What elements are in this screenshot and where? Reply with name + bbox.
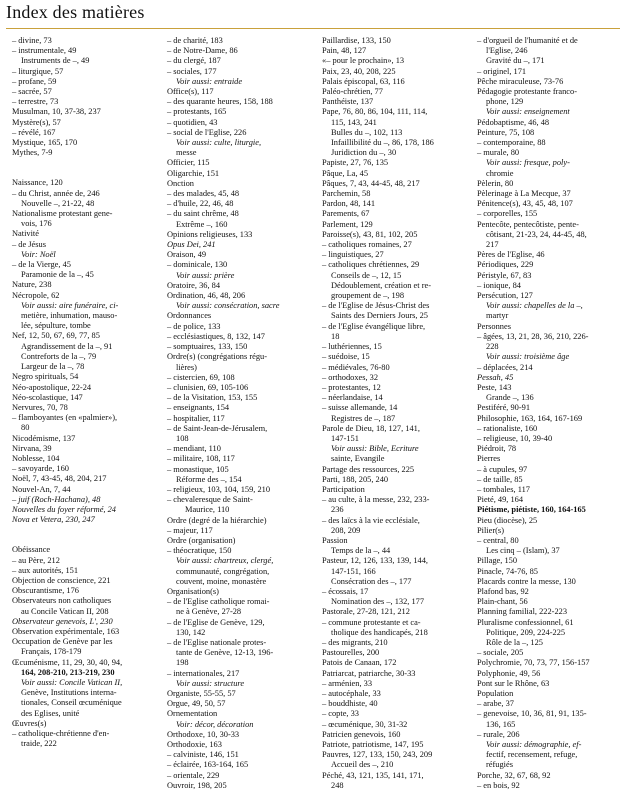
index-entry: – de l'Eglise catholique romai-	[167, 597, 270, 607]
index-entry: Ornementation	[167, 709, 218, 719]
index-entry: Voir aussi: prière	[176, 270, 235, 280]
index-entry: Ordonnances	[167, 311, 212, 321]
index-entry: Français, 178-179	[21, 647, 82, 657]
index-entry: – de l'Eglise nationale protes-	[167, 637, 267, 647]
index-entry: Patricien genevois, 160	[322, 729, 401, 739]
index-entry: Pardon, 48, 141	[322, 199, 376, 209]
index-entry: Plafond bas, 92	[477, 586, 529, 596]
index-entry: – de charité, 183	[167, 36, 223, 45]
index-entry: – de l'Eglise de Jésus-Christ des	[322, 301, 430, 311]
index-entry: – instrumentale, 49	[12, 46, 77, 56]
index-entry: Polyphonie, 49, 56	[477, 668, 541, 678]
index-entry: Pâques, 7, 43, 44-45, 48, 217	[322, 178, 420, 188]
index-entry: Juridiction du –, 30	[331, 148, 397, 158]
index-entry: Oraison, 49	[167, 250, 207, 260]
index-entry: Voir aussi: chartreux, clergé,	[176, 556, 274, 566]
index-entry: – calviniste, 146, 151	[167, 750, 239, 760]
index-entry: – catholique-chrétienne d'en-	[12, 729, 110, 738]
index-entry: Pèlerin, 80	[477, 178, 514, 188]
index-entry: – savoyarde, 160	[12, 464, 69, 474]
index-entry: Voir aussi: démographie, ef-	[486, 740, 582, 750]
index-entry: – dominicale, 130	[167, 260, 228, 270]
index-entry: Voir aussi: structure	[176, 678, 245, 688]
index-columns	[12, 36, 616, 790]
index-entry: Politique, 209, 224-225	[486, 627, 566, 637]
index-entry: Pillage, 150	[477, 556, 518, 566]
index-entry: Placards contre la messe, 130	[477, 576, 576, 586]
index-entry: – ecclésiastiques, 8, 132, 147	[167, 331, 265, 341]
index-entry: Partage des ressources, 225	[322, 464, 415, 474]
index-entry: Passion	[322, 535, 348, 545]
index-entry: Périodiques, 229	[477, 260, 534, 270]
index-entry: martyr	[486, 311, 509, 321]
index-entry: Registres de –, 187	[331, 413, 396, 423]
index-entry: – commune protestante et ca-	[322, 617, 421, 627]
index-entry: Onction	[167, 178, 194, 188]
index-entry: Les cinq – (Islam), 37	[486, 546, 560, 556]
index-entry: – éclairée, 163-164, 165	[167, 760, 249, 770]
index-entry: Noblesse, 104	[12, 453, 60, 463]
index-entry: Palais épiscopal, 63, 116	[322, 76, 405, 86]
index-entry: Papiste, 27, 76, 135	[322, 158, 389, 168]
index-entry: Pape, 76, 80, 86, 104, 111, 114,	[322, 107, 428, 117]
index-entry: chromie	[486, 168, 514, 178]
index-entry: Pierres	[477, 454, 501, 464]
index-entry: Dédoublement, création et re-	[331, 280, 431, 290]
index-entry: – copte, 33	[322, 709, 359, 719]
index-entry: – protestantes, 12	[322, 382, 381, 392]
index-entry: – contemporaine, 88	[477, 138, 546, 148]
index-entry: – divine, 73	[12, 36, 52, 45]
index-entry: Pédobaptisme, 46, 48	[477, 117, 550, 127]
index-entry: Persécution, 127	[477, 291, 533, 301]
index-entry: Oratoire, 36, 84	[167, 280, 221, 290]
index-entry: Voir: Noël	[21, 249, 56, 259]
index-entry: Pain, 48, 127	[322, 46, 367, 56]
index-entry: Observation expérimentale, 163	[12, 626, 120, 636]
index-entry: – des quarante heures, 158, 188	[167, 97, 273, 107]
index-entry: Opinions religieuses, 133	[167, 229, 253, 239]
index-entry: Parchemin, 58	[322, 189, 371, 199]
index-entry: Œuvres(s)	[12, 718, 47, 728]
index-entry: Voir aussi: chapelles de la –,	[486, 301, 583, 311]
index-entry: – âgées, 13, 21, 28, 36, 210, 226-	[477, 331, 589, 341]
index-entry: tionales, Conseil œcuménique	[21, 698, 122, 708]
index-entry: – suédoise, 15	[322, 352, 370, 362]
index-entry: – catholiques chrétiennes, 29	[322, 260, 420, 270]
index-entry: – majeur, 117	[167, 525, 213, 535]
index-entry: – de la Visitation, 153, 155	[167, 393, 258, 403]
index-entry: Nomination des –, 132, 177	[331, 597, 425, 607]
index-entry: Pieu (diocèse), 25	[477, 515, 538, 525]
index-entry: Nativité	[12, 229, 39, 239]
index-entry: – sacrée, 57	[12, 87, 52, 97]
index-entry: – catholiques romaines, 27	[322, 240, 412, 250]
index-entry: – de l'Eglise de Genève, 129,	[167, 617, 265, 627]
index-entry: Voir aussi: consécration, sacre	[176, 301, 280, 311]
index-entry: fectif, recensement, refuge,	[486, 750, 578, 760]
index-entry: Piédroit, 78	[477, 444, 517, 454]
index-entry: Negro spirituals, 54	[12, 372, 79, 382]
index-entry: – flamboyantes (en «palmier»),	[12, 413, 118, 423]
index-entry: Temps de la –, 44	[331, 546, 391, 556]
index-entry: Organiste, 55-55, 57	[167, 689, 236, 698]
index-entry: Nirvana, 39	[12, 443, 52, 453]
index-entry: Ordre (degré de la hiérarchie)	[167, 515, 267, 525]
index-entry: Infaillibilité du –, 86, 178, 186	[331, 138, 434, 148]
index-entry: Paillardise, 133, 150	[322, 36, 391, 45]
index-entry: – rationaliste, 160	[477, 423, 538, 433]
index-entry: côtisant, 21-23, 24, 44-45, 48,	[486, 229, 587, 239]
index-entry: Ordre(s) (congrégations régu-	[167, 352, 267, 362]
index-entry: Observateur genevois, L', 230	[12, 616, 113, 626]
index-entry: Patriarcat, patriarche, 30-33	[322, 668, 416, 678]
index-entry: – luthériennes, 15	[322, 342, 382, 352]
index-entry: Patriote, patriotisme, 147, 195	[322, 740, 424, 750]
index-entry: Pluralisme confessionnel, 61	[477, 617, 574, 627]
index-entry: lières)	[176, 362, 197, 372]
index-entry: Pasteur, 12, 126, 133, 139, 144,	[322, 556, 428, 566]
index-entry: couvent, moine, monastère	[176, 576, 267, 586]
index-entry: Orthodoxie, 163	[167, 740, 222, 750]
index-entry: Orthodoxe, 10, 30-33	[167, 729, 240, 739]
index-entry: Pêche miraculeuse, 73-76	[477, 76, 564, 86]
index-entry: Voir aussi: fresque, poly-	[486, 158, 570, 168]
index-entry: Paramonie de la –, 45	[21, 270, 94, 280]
index-entry: – des migrants, 210	[322, 637, 388, 647]
index-column-3	[322, 36, 462, 790]
index-entry: Opus Dei, 241	[167, 240, 216, 250]
index-entry: messe	[176, 148, 197, 158]
index-entry: – originel, 171	[477, 66, 527, 76]
index-entry: Pères de l'Eglise, 46	[477, 250, 545, 260]
index-entry: – bouddhiste, 40	[322, 699, 378, 709]
index-entry: Rôle de la –, 125	[486, 637, 543, 647]
index-entry: 217	[486, 240, 499, 250]
index-entry: Pentecôte, pentecôtiste, pente-	[477, 219, 579, 229]
index-entry: – ionique, 84	[477, 280, 521, 290]
index-entry: 130, 142	[176, 627, 206, 637]
index-entry: – du clergé, 187	[167, 56, 221, 66]
index-entry: – suisse allemande, 14	[322, 403, 398, 413]
index-entry: phone, 129	[486, 97, 524, 107]
index-entry: Nouvelle –, 21-22, 48	[21, 198, 95, 208]
index-entry: Voir aussi: troisième âge	[486, 352, 570, 362]
index-entry: Voir aussi: enseignement	[486, 107, 570, 117]
index-entry: – liturgique, 57	[12, 66, 64, 76]
index-entry: – arabe, 37	[477, 699, 514, 709]
index-entry: – œcuménique, 30, 31-32	[322, 719, 408, 729]
index-entry: Nationalisme protestant gene-	[12, 209, 113, 219]
index-entry: Bulles du –, 102, 113	[331, 127, 403, 137]
index-entry: 164, 208-210, 213-219, 230	[21, 667, 115, 677]
index-entry: Personnes	[477, 321, 511, 331]
index-entry: Pilier(s)	[477, 525, 504, 535]
index-entry: réfugiés	[486, 760, 513, 770]
index-entry: 108	[176, 433, 189, 443]
index-entry: Voir aussi: culte, liturgie,	[176, 138, 262, 148]
index-entry: Orgue, 49, 50, 57	[167, 699, 226, 709]
index-entry: Noël, 7, 43-45, 48, 204, 217	[12, 474, 107, 484]
index-entry: – au culte, à la messe, 232, 233-	[322, 495, 430, 505]
index-entry: 147-151	[331, 433, 359, 443]
index-entry: Pastourelles, 200	[322, 648, 380, 658]
index-entry: – internationales, 217	[167, 668, 240, 678]
index-entry: Pèlerinage à La Mecque, 37	[477, 189, 571, 199]
index-entry: – central, 80	[477, 535, 519, 545]
index-entry: Obéissance	[12, 545, 51, 555]
index-entry: Pessah, 45	[477, 372, 514, 382]
header-rule	[6, 28, 620, 29]
index-entry: – murale, 80	[477, 148, 520, 158]
index-entry: 18	[331, 331, 340, 341]
index-entry: Panthéiste, 137	[322, 97, 374, 107]
index-entry: – de taille, 85	[477, 474, 523, 484]
index-entry: traide, 222	[21, 739, 57, 749]
index-entry: – de l'Eglise évangélique libre,	[322, 321, 426, 331]
index-entry: Accueil des –, 210	[331, 760, 394, 770]
index-entry: Nécropole, 62	[12, 290, 60, 300]
index-entry: Nova et Vetera, 230, 247	[12, 515, 95, 525]
index-entry: – genevoise, 10, 36, 81, 91, 135-	[477, 709, 587, 719]
index-entry: Pastorale, 27-28, 121, 212	[322, 607, 410, 617]
index-entry: Voir aussi: Concile Vatican II,	[21, 677, 123, 687]
index-entry: Péristyle, 67, 83	[477, 270, 532, 280]
index-entry: Objection de conscience, 221	[12, 575, 111, 585]
index-entry: Néo-apostolique, 22-24	[12, 382, 92, 392]
index-entry: Pénitence(s), 43, 45, 48, 107	[477, 199, 573, 209]
index-entry: Naissance, 120	[12, 178, 63, 188]
page-title: Index des matières	[6, 2, 145, 22]
index-entry: Mystère(s), 57	[12, 117, 61, 127]
index-entry: Ouvroir, 198, 205	[167, 780, 227, 790]
index-entry: – hospitalier, 117	[167, 413, 225, 423]
index-entry: Paroisse(s), 43, 81, 102, 205	[322, 229, 418, 239]
index-entry: – militaire, 108, 117	[167, 454, 235, 464]
index-entry: – orientale, 229	[167, 770, 220, 780]
index-entry: 80	[21, 423, 30, 433]
page-header	[0, 0, 626, 30]
index-entry: – néerlandaise, 14	[322, 393, 383, 403]
index-entry: Peinture, 75, 108	[477, 127, 535, 137]
index-entry: Mythes, 7-9	[12, 148, 53, 158]
index-entry: Saints des Derniers Jours, 25	[331, 311, 428, 321]
index-entry: metière, inhumation, mauso-	[21, 311, 118, 321]
index-entry: Nervures, 70, 78	[12, 402, 68, 412]
index-entry: communauté, congrégation,	[176, 566, 270, 576]
index-entry: Nature, 238	[12, 280, 52, 290]
index-entry: – protestants, 165	[167, 107, 227, 117]
index-entry: – orthodoxes, 32	[322, 372, 379, 382]
index-entry: des Eglises, unité	[21, 708, 80, 718]
index-entry: Pestiféré, 90-91	[477, 403, 531, 413]
index-entry: – corporelles, 155	[477, 209, 538, 219]
index-entry: tholique des handicapés, 218	[331, 627, 428, 637]
index-entry: Porche, 32, 67, 68, 92	[477, 770, 551, 780]
index-column-1	[12, 36, 152, 764]
index-entry: 248	[331, 780, 344, 790]
index-entry: Contreforts de la –, 79	[21, 351, 97, 361]
index-entry: – à cupules, 97	[477, 464, 528, 474]
index-entry: – social de l'Eglise, 226	[167, 127, 247, 137]
index-entry: 147-151, 166	[331, 566, 376, 576]
index-entry: Philosophie, 163, 164, 167-169	[477, 413, 583, 423]
index-entry: Oligarchie, 151	[167, 168, 220, 178]
index-entry: – chevaleresque de Saint-	[167, 495, 253, 505]
index-entry: Genève, Institutions interna-	[21, 688, 117, 698]
index-entry: – d'orgueil de l'humanité et de	[477, 36, 578, 45]
index-entry: Pauvres, 127, 133, 150, 243, 209	[322, 750, 433, 760]
index-entry: Nouvelles du foyer réformé, 24	[12, 504, 116, 514]
index-entry: Œcuménisme, 11, 29, 30, 40, 94,	[12, 657, 123, 667]
index-entry: Pieté, 49, 164	[477, 495, 524, 505]
index-entry: Occupation de Genève par les	[12, 637, 113, 647]
index-entry: Ordination, 46, 48, 206	[167, 291, 246, 301]
index-entry: Consécration des –, 177	[331, 576, 412, 586]
index-entry: – rurale, 206	[477, 729, 520, 739]
index-entry: Conseils de –, 12, 15	[331, 270, 402, 280]
index-column-2	[167, 36, 307, 790]
index-entry: Paix, 23, 40, 208, 225	[322, 66, 396, 76]
index-entry: Officier, 115	[167, 158, 210, 168]
index-entry: Organisation(s)	[167, 586, 219, 596]
index-entry: – de Saint-Jean-de-Jérusalem,	[167, 423, 268, 433]
index-entry: Nouvel-An, 7, 44	[12, 484, 71, 494]
index-entry: Extrême –, 160	[176, 219, 228, 229]
index-entry: 228	[486, 342, 499, 352]
index-entry: – sociales, 177	[167, 66, 217, 76]
index-entry: – enseignants, 154	[167, 403, 230, 413]
index-entry: Parole de Dieu, 18, 127, 141,	[322, 423, 420, 433]
index-entry: – religieux, 103, 104, 159, 210	[167, 484, 271, 494]
index-entry: Néo-scolastique, 147	[12, 392, 83, 402]
index-entry: – de Jésus	[12, 239, 46, 249]
index-entry: – quotidien, 43	[167, 117, 218, 127]
index-entry: Nicodémisme, 137	[12, 433, 76, 443]
index-entry: Voir aussi: Bible, Ecriture	[331, 444, 419, 454]
index-entry: Musulman, 10, 37-38, 237	[12, 107, 101, 117]
index-entry: Participation	[322, 484, 365, 494]
index-entry: – du saint chrême, 48	[167, 209, 239, 219]
index-entry: groupement de –, 198	[331, 291, 405, 301]
index-entry: l'Eglise, 246	[486, 46, 528, 56]
index-entry: – aux autorités, 151	[12, 565, 79, 575]
index-entry: – profane, 59	[12, 76, 57, 86]
index-entry: Observateurs non catholiques	[12, 596, 112, 606]
index-entry: – des laïcs à la vie ecclésiale,	[322, 515, 420, 525]
index-entry: Réforme des –, 154	[176, 474, 242, 484]
index-entry: Pont sur le Rhône, 63	[477, 678, 550, 688]
index-entry: – juif (Roch-Hachana), 48	[12, 494, 101, 504]
index-entry: – du Christ, année de, 246	[12, 188, 100, 198]
index-entry: Grande –, 136	[486, 393, 534, 403]
index-entry: – de Notre-Dame, 86	[167, 46, 238, 56]
index-entry: Pâque, La, 45	[322, 168, 369, 178]
index-entry: – au Père, 212	[12, 555, 60, 565]
index-entry: lée, sépulture, tombe	[21, 321, 91, 331]
index-entry: Ordre (organisation)	[167, 535, 236, 545]
index-entry: Nef, 12, 50, 67, 69, 77, 85	[12, 331, 100, 341]
index-entry: – religieuse, 10, 39-40	[477, 433, 553, 443]
index-entry: Agrandissement de la –, 91	[21, 341, 113, 351]
index-entry: sainte, Evangile	[331, 454, 385, 464]
index-column-4	[477, 36, 616, 790]
index-entry: – linguistiques, 27	[322, 250, 384, 260]
index-entry: Patois de Canaan, 172	[322, 658, 397, 668]
index-entry: Pinacle, 74-76, 85	[477, 566, 538, 576]
index-entry: tante de Genève, 12-13, 196-	[176, 648, 274, 658]
index-entry: 115, 143, 241	[331, 117, 377, 127]
index-entry: – clunisien, 69, 105-106	[167, 382, 249, 392]
index-entry: 208, 209	[331, 525, 361, 535]
index-entry: – cistercien, 69, 108	[167, 372, 235, 382]
index-entry: Largeur de la –, 78	[21, 362, 85, 372]
index-entry: vois, 176	[21, 219, 52, 229]
index-entry: – théocratique, 150	[167, 546, 232, 556]
index-entry: Population	[477, 689, 514, 698]
index-entry: – écossais, 17	[322, 586, 369, 596]
index-entry: 236	[331, 505, 344, 515]
index-entry: Parements, 67	[322, 209, 370, 219]
index-entry: – des malades, 45, 48	[167, 189, 240, 199]
index-entry: Piétisme, piétiste, 160, 164-165	[477, 505, 586, 515]
index-entry: ne à Genève, 27-28	[176, 607, 242, 617]
index-entry: Office(s), 117	[167, 87, 214, 97]
index-entry: – tombales, 117	[477, 484, 530, 494]
index-entry: 136, 165	[486, 719, 516, 729]
index-entry: Plain-chant, 56	[477, 597, 528, 607]
index-entry: au Concile Vatican II, 208	[21, 606, 109, 616]
index-entry: Gravité du –, 171	[486, 56, 545, 66]
index-entry: – sociale, 205	[477, 648, 524, 658]
index-entry: – mendiant, 110	[167, 444, 221, 454]
index-entry: Pédagogie protestante franco-	[477, 87, 577, 97]
index-entry: Planning familial, 222-223	[477, 607, 568, 617]
index-entry: Voir aussi: entraide	[176, 76, 243, 86]
index-entry: Instruments de –, 49	[21, 56, 90, 66]
index-entry: – terrestre, 73	[12, 97, 59, 107]
index-entry: – de police, 133	[167, 321, 221, 331]
index-entry: Voir: décor, décoration	[176, 719, 254, 729]
index-entry: – médiévales, 76-80	[322, 362, 390, 372]
index-entry: – d'huile, 22, 46, 48	[167, 199, 234, 209]
index-entry: Parti, 188, 205, 240	[322, 474, 389, 484]
index-entry: Parlement, 129	[322, 219, 373, 229]
index-entry: Peste, 143	[477, 382, 512, 392]
index-entry: Maurice, 110	[185, 505, 230, 515]
index-entry: – somptuaires, 133, 150	[167, 342, 248, 352]
index-entry: – de la Vierge, 45	[12, 260, 71, 270]
index-entry: Voir aussi: aire funéraire, ci-	[21, 300, 119, 310]
index-entry: – arménien, 33	[322, 678, 373, 688]
index-entry: – autocéphale, 33	[322, 689, 381, 698]
index-entry: – monastique, 105	[167, 464, 229, 474]
index-entry: 198	[176, 658, 189, 668]
index-entry: Péché, 43, 121, 135, 141, 171,	[322, 770, 424, 780]
index-entry: Obscurantisme, 176	[12, 586, 79, 596]
index-entry: – déplacées, 214	[477, 362, 533, 372]
index-entry: Mystique, 165, 170	[12, 138, 78, 148]
index-entry: Paléo-chrétien, 77	[322, 87, 383, 97]
index-entry: – révélé, 167	[12, 127, 56, 137]
index-entry: Polychromie, 70, 73, 77, 156-157	[477, 658, 590, 668]
index-entry: «– pour le prochain», 13	[322, 56, 405, 66]
index-entry: – en bois, 92	[477, 780, 520, 790]
